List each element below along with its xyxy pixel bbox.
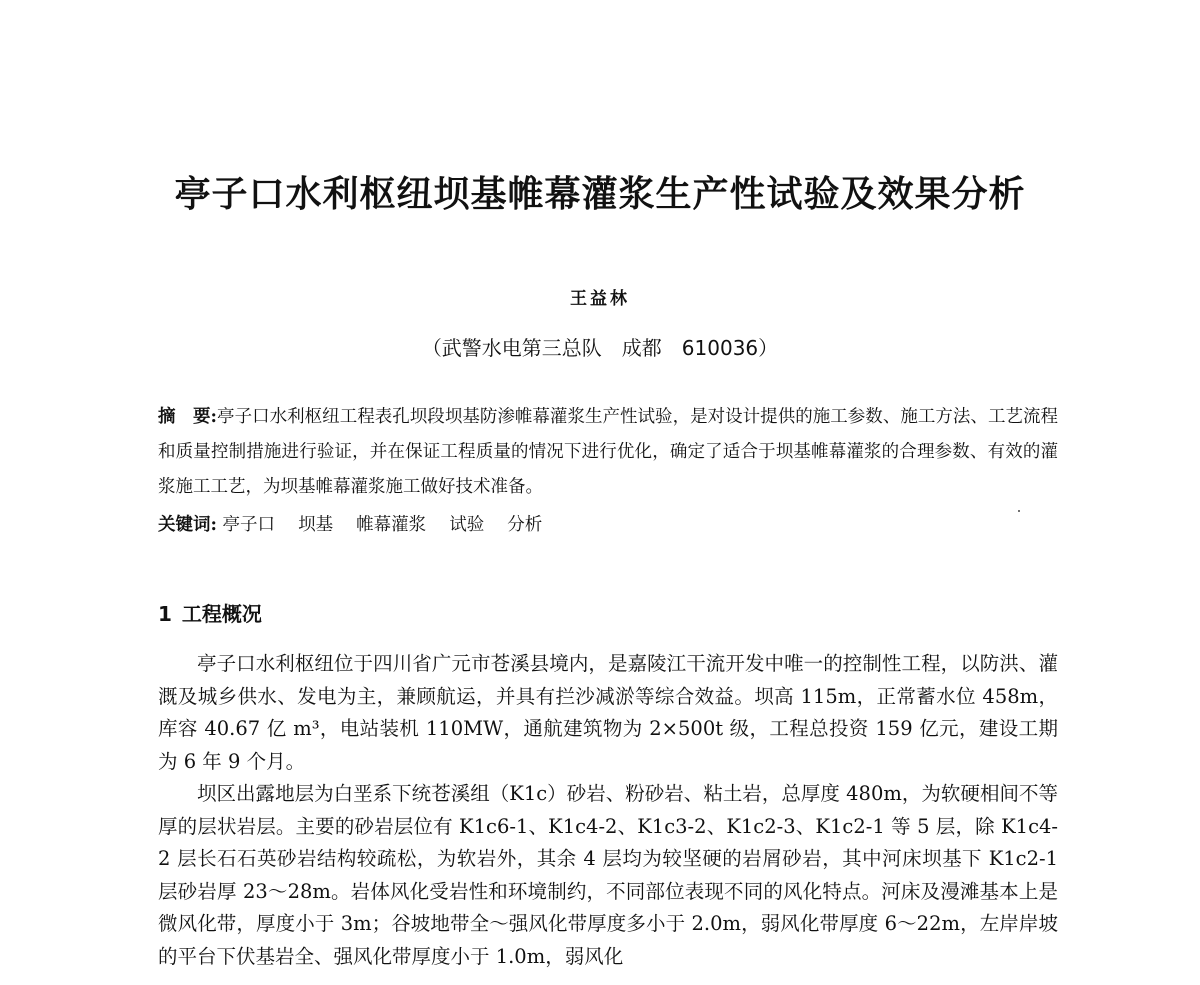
section-number: 1 bbox=[158, 602, 172, 626]
body-text bbox=[158, 648, 1058, 973]
keywords-label: 关键词: bbox=[158, 515, 217, 535]
paragraph: 坝区出露地层为白垩系下统苍溪组（K1c）砂岩、粉砂岩、粘土岩，总厚度 480m，为软硬相间不等厚的层状岩层。主要的砂岩层位有 K1c6-1、K1c4-2、K1c3-2、K1c2-3、K1c2-1 等 5 层，除 K1c4-2 层长石石英砂岩结构较疏松，为软岩外，其余 4 层均为较坚硬的岩屑砂岩，其中河床坝基下 K1c2-1 层砂岩厚 23～28m。岩体风化受岩性和环境制约，不同部位表现不同的风化特点。河床及漫滩基本上是微风化带，厚度小于 3m；谷坡地带全～强风化带厚度多小于 2.0m，弱风化带厚度 6～22m，左岸岸坡的平台下伏基岩全、强风化带厚度小于 1.0m，弱风化 bbox=[158, 782, 1058, 968]
scan-speck bbox=[1018, 510, 1020, 512]
section-title: 工程概况 bbox=[181, 602, 262, 626]
keywords-text: 亭子口 坝基 帷幕灌浆 试验 分析 bbox=[216, 515, 543, 535]
section-heading bbox=[158, 598, 262, 627]
paragraph: 亭子口水利枢纽位于四川省广元市苍溪县境内，是嘉陵江干流开发中唯一的控制性工程，以防洪、灌溉及城乡供水、发电为主，兼顾航运，并具有拦沙减淤等综合效益。坝高 115m，正常蓄水位 458m，库容 40.67 亿 m³，电站装机 110MW，通航建筑物为 2×500t 级，工程总投资 159 亿元，建设工期为 6 年 9 个月。 bbox=[158, 652, 1058, 773]
paper-title: 亭子口水利枢纽坝基帷幕灌浆生产性试验及效果分析 bbox=[174, 174, 1026, 215]
author-name: 王益林 bbox=[570, 289, 630, 309]
keywords-block bbox=[158, 510, 1058, 540]
author-affiliation: （武警水电第三总队 成都 610036） bbox=[421, 336, 779, 360]
abstract-block bbox=[158, 400, 1058, 505]
abstract-text: 亭子口水利枢纽工程表孔坝段坝基防渗帷幕灌浆生产性试验，是对设计提供的施工参数、施工方法、工艺流程和质量控制措施进行验证，并在保证工程质量的情况下进行优化，确定了适合于坝基帷幕灌浆的合理参数、有效的灌浆施工工艺，为坝基帷幕灌浆施工做好技术准备。 bbox=[158, 407, 1058, 497]
abstract-label: 摘 要: bbox=[158, 407, 218, 427]
